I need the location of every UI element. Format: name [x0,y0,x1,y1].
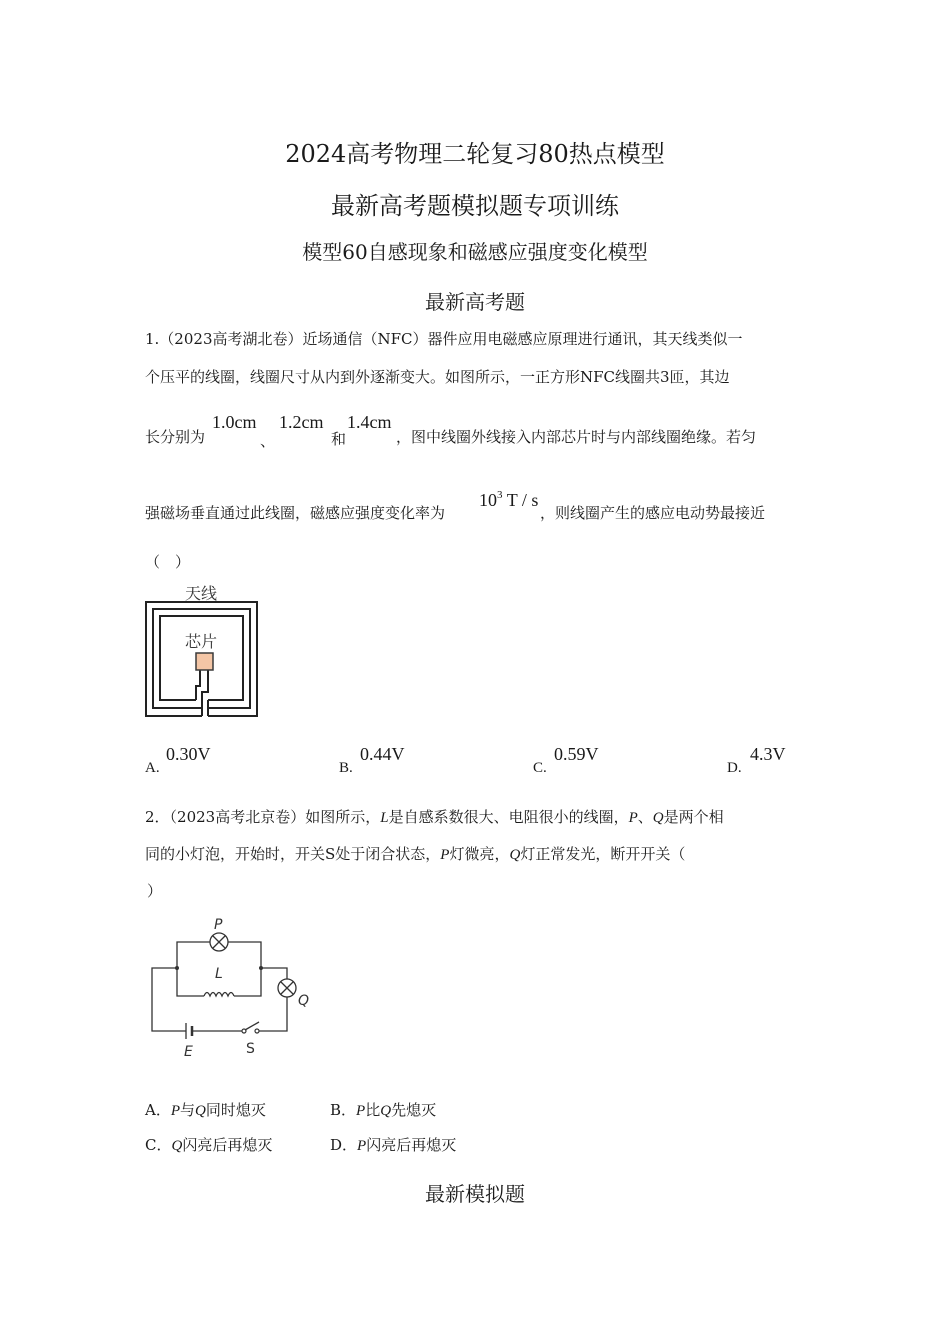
q2-var-q-2: Q [509,847,521,863]
q1-line2: 个压平的线圈，线圈尺寸从内到外逐渐变大。如图所示，一正方形NFC线圈共3匝，其边 [145,368,730,386]
q2-line2 [145,843,685,864]
q2-option-a[interactable] [145,1099,266,1120]
q1-option-b-value[interactable]: 0.44V [360,744,405,764]
switch-icon [242,1022,259,1033]
q2-line1-d: 是两个相 [663,808,724,826]
q1-line4-post: ，则线圈产生的感应电动势最接近 [540,504,766,522]
q2-option-a-text2: 同时熄灭 [205,1101,266,1119]
q2-option-d-letter: D． [330,1136,358,1154]
q2-var-p: P [628,810,638,826]
q2-var-q: Q [652,810,664,826]
circuit-label-s: S [246,1041,255,1057]
q2-option-c-text: 闪亮后再熄灭 [182,1136,273,1154]
battery-icon [186,1023,192,1039]
q2-option-a-q: Q [195,1103,206,1119]
q1-option-c-letter[interactable]: C. [533,760,547,776]
q1-line3-pre: 长分别为 [145,428,206,446]
q2-option-b-p: P [356,1103,366,1119]
length-1: 1.0cm [212,412,257,432]
length-3: 1.4cm [347,412,392,432]
main-title: 2024高考物理二轮复习80热点模型 [285,140,665,168]
subtitle: 最新高考题模拟题专项训练 [331,192,619,220]
rate-value [479,490,538,511]
circuit-label-l: L [215,966,223,982]
q2-option-c[interactable] [145,1134,272,1155]
q2-option-c-letter: C． [145,1136,172,1154]
q1-line3 [145,426,205,447]
q2-line2-c: 灯正常发光，断开开关（ [520,845,686,863]
q1-option-d-value[interactable]: 4.3V [750,744,786,764]
rate-exponent: 3 [497,489,503,501]
q1-option-a-letter[interactable]: A. [145,760,160,776]
q2-option-d-text: 闪亮后再熄灭 [366,1136,457,1154]
q2-option-b-text2: 先熄灭 [391,1101,437,1119]
chip-feed-line [196,670,200,700]
circuit-label-q: Q [298,993,310,1009]
q2-line1-b: 是自感系数很大、电阻很小的线圈， [388,808,629,826]
length-2: 1.2cm [279,412,324,432]
q2-var-l: L [380,810,389,826]
section-heading-moni: 最新模拟题 [425,1182,525,1206]
q2-option-d-p: P [357,1138,367,1154]
q2-line1-c: 、 [637,808,653,826]
q1-paren: （ ） [145,553,191,571]
section-heading-gaokao: 最新高考题 [425,290,525,314]
nfc-coil-figure [140,578,265,723]
q1-line4-pre: 强磁场垂直通过此线圈，磁感应强度变化率为 [145,504,446,522]
q1-line1: 1.（2023高考湖北卷）近场通信（NFC）器件应用电磁感应原理进行通讯，其天线类似一 [145,330,743,348]
q2-option-b-q: Q [380,1103,392,1119]
q2-line2-b: 灯微亮， [449,845,510,863]
q2-line1-a: 2．（2023高考北京卷）如图所示， [145,808,381,826]
antenna-label: 天线 [185,584,218,603]
q2-option-b-letter: B． [330,1101,357,1119]
circuit-label-p: P [214,917,223,933]
sep-1: 、 [260,432,276,450]
q1-line3-post: ，图中线圈外线接入内部芯片时与内部线圈绝缘。若匀 [396,428,757,446]
q2-option-a-text1: 与 [180,1101,196,1119]
rate-unit: T / s [506,490,539,510]
q1-option-b-letter[interactable]: B. [339,760,353,776]
q2-line3: ） [147,882,163,900]
q2-option-c-q: Q [171,1138,183,1154]
q2-line1 [145,806,724,827]
q2-option-d[interactable] [330,1134,456,1155]
q2-line2-a: 同的小灯泡，开始时，开关S处于闭合状态， [145,845,441,863]
chip-label: 芯片 [185,632,218,651]
q2-option-a-p: P [170,1103,181,1119]
q2-option-b[interactable] [330,1099,436,1120]
lamp-p-icon [210,933,228,951]
q2-var-p-2: P [440,847,450,863]
chip [196,653,213,670]
sep-2: 和 [331,430,347,448]
q2-option-b-text1: 比 [365,1101,381,1119]
lamp-q-icon [278,979,296,997]
inductor-coil [204,993,234,997]
q2-option-a-letter: A． [145,1101,171,1119]
circuit-figure [148,912,318,1062]
rate-base: 10 [479,490,497,510]
circuit-label-e: E [184,1044,193,1060]
q1-option-d-letter[interactable]: D. [727,760,742,776]
model-title: 模型60自感现象和磁感应强度变化模型 [302,240,648,264]
q1-option-c-value[interactable]: 0.59V [554,744,599,764]
q1-option-a-value[interactable]: 0.30V [166,744,211,764]
